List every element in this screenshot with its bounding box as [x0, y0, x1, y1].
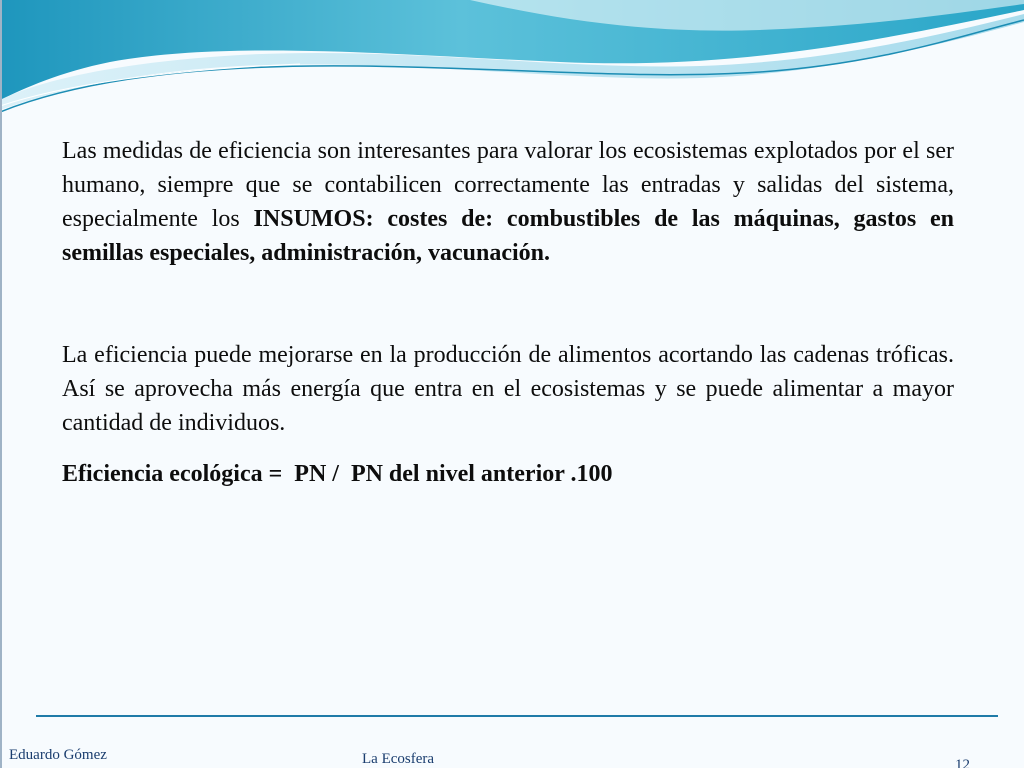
- paragraph-insumos: [62, 134, 954, 270]
- paragraph-insumos-bold: INSUMOS: costes de: combustibles de las máquinas, gastos en semillas especiales, administración, vacunación.: [62, 206, 954, 266]
- slide-content: [62, 134, 954, 491]
- paragraph-insumos-text: Las medidas de eficiencia son interesantes para valorar los ecosistemas explotados por el ser humano, siempre que se contabilicen correctamente las entradas y salidas del sistema, especialmente los: [62, 138, 954, 232]
- formula-eficiencia-ecologica: Eficiencia ecológica = PN / PN del nivel anterior .100: [62, 461, 613, 487]
- footer-author: Eduardo Gómez: [9, 747, 107, 763]
- paragraph-cadenas-troficas: La eficiencia puede mejorarse en la producción de alimentos acortando las cadenas tróficas. Así se aprovecha más energía que entra en el ecosistemas y se puede alimentar a mayor cantidad de individuos.: [62, 342, 954, 436]
- footer-divider: [36, 715, 998, 717]
- footer-title: La Ecosfera: [362, 751, 435, 767]
- header-wave-decoration: [0, 0, 1024, 130]
- page-number: 12: [955, 757, 970, 768]
